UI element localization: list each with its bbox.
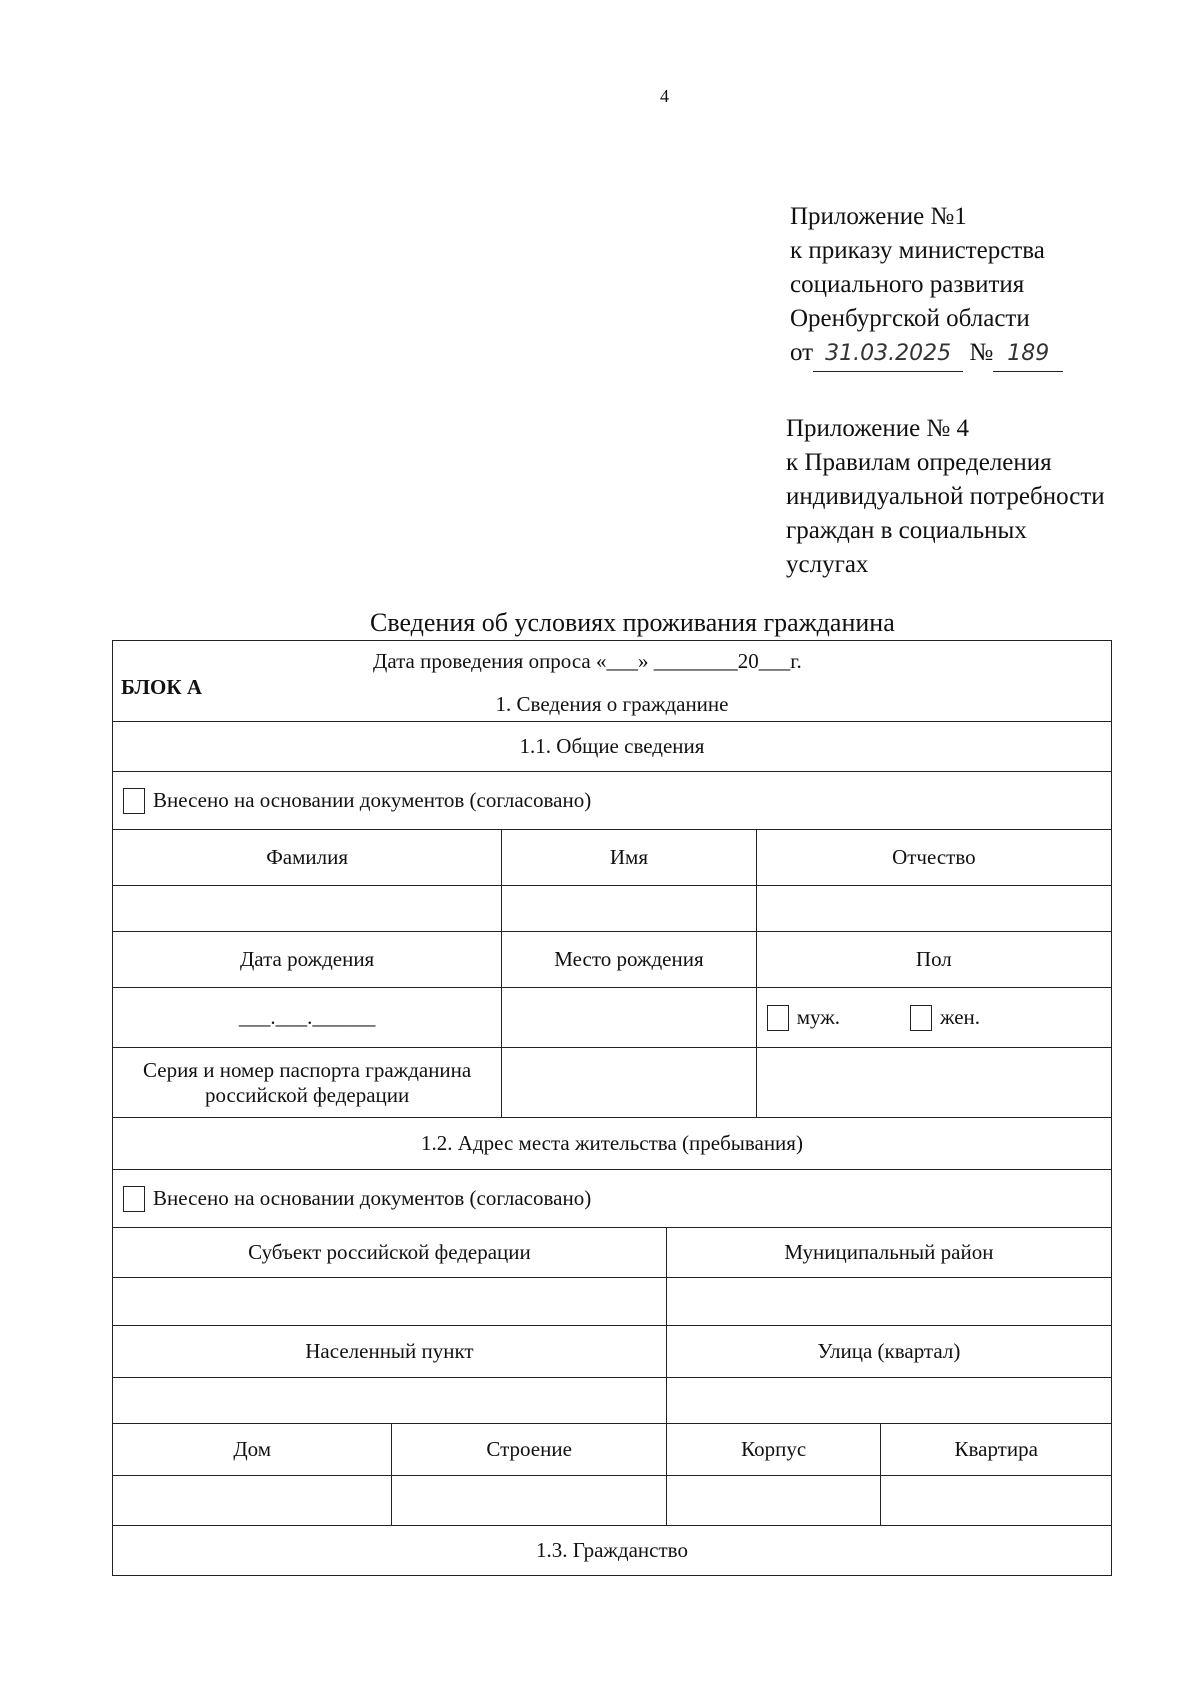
passport-row: [112, 1048, 1112, 1118]
section-1-2-title: 1.2. Адрес места жительства (пребывания): [421, 1131, 803, 1155]
name-input-row: [112, 886, 1112, 932]
block-field[interactable]: [667, 1476, 882, 1525]
birth-date-field[interactable]: ___.___.______: [113, 988, 502, 1047]
docs-checkbox-label-2: Внесено на основании документов (согласовано): [153, 1186, 592, 1210]
order-date-number: [790, 336, 1063, 372]
handwritten-order-date: 31.03.2025: [813, 337, 963, 372]
apartment-header: Квартира: [954, 1437, 1038, 1461]
house-input-row: [112, 1476, 1112, 1526]
passport-series-field[interactable]: [502, 1048, 756, 1117]
surname-header: Фамилия: [113, 830, 502, 885]
handwritten-order-number: 189: [993, 337, 1063, 372]
house-field[interactable]: [113, 1476, 392, 1525]
appendix-1-line: Оренбургской области: [790, 305, 1030, 332]
male-label: муж.: [796, 1005, 840, 1029]
docs-checkbox-2[interactable]: [123, 1186, 145, 1212]
birth-input-row: [112, 988, 1112, 1048]
apartment-field[interactable]: [881, 1476, 1111, 1525]
docs-checkbox-row-2: [112, 1170, 1112, 1228]
section-1-3-title: 1.3. Гражданство: [536, 1538, 688, 1562]
female-label: жен.: [939, 1005, 981, 1029]
passport-number-field[interactable]: [757, 1048, 1111, 1117]
living-conditions-form: [112, 640, 1112, 1576]
name-header-row: [112, 830, 1112, 886]
locality-input-row: [112, 1378, 1112, 1424]
block-a-header: [112, 640, 1112, 722]
section-1-3-row: [112, 1526, 1112, 1576]
patronymic-header: Отчество: [892, 845, 976, 869]
birth-place-header: Место рождения: [502, 932, 756, 987]
building-field[interactable]: [392, 1476, 666, 1525]
patronymic-field[interactable]: [757, 886, 1111, 931]
appendix-1-line: социального развития: [790, 271, 1025, 298]
locality-header-row: [112, 1326, 1112, 1378]
house-header: Дом: [113, 1424, 392, 1475]
district-header: Муниципальный район: [784, 1240, 994, 1264]
birth-place-field[interactable]: [502, 988, 756, 1047]
docs-checkbox[interactable]: [123, 788, 145, 814]
block-header: Корпус: [667, 1424, 882, 1475]
sex-header: Пол: [915, 947, 952, 971]
block-label: БЛОК А: [121, 675, 202, 699]
from-label: от: [790, 339, 814, 366]
appendix-1-header: [790, 200, 1063, 372]
female-checkbox[interactable]: [910, 1005, 932, 1031]
section-1-1-title: 1.1. Общие сведения: [519, 734, 705, 758]
number-label: №: [969, 339, 994, 366]
passport-label: Серия и номер паспорта гражданина российской федерации: [113, 1048, 502, 1117]
appendix-1-line: Приложение №1: [790, 203, 967, 230]
page-number: 4: [660, 86, 669, 106]
building-header: Строение: [392, 1424, 666, 1475]
subject-header: Субъект российской федерации: [113, 1228, 667, 1277]
male-checkbox[interactable]: [767, 1005, 789, 1031]
locality-field[interactable]: [113, 1378, 667, 1423]
section-1-title: 1. Сведения о гражданине: [495, 692, 729, 716]
house-header-row: [112, 1424, 1112, 1476]
subject-header-row: [112, 1228, 1112, 1278]
docs-checkbox-label: Внесено на основании документов (согласовано): [153, 788, 592, 812]
appendix-4-line: индивидуальной потребности: [786, 483, 1105, 510]
birth-date-header: Дата рождения: [113, 932, 502, 987]
birth-header-row: [112, 932, 1112, 988]
appendix-4-line: граждан в социальных: [786, 517, 1027, 544]
survey-date: Дата проведения опроса «___» ________20___г.: [373, 649, 802, 673]
street-header: Улица (квартал): [817, 1339, 961, 1363]
appendix-4-line: услугах: [786, 551, 869, 578]
name-header: Имя: [502, 830, 756, 885]
section-1-2-row: [112, 1118, 1112, 1170]
appendix-1-line: к приказу министерства: [790, 237, 1045, 264]
subject-field[interactable]: [113, 1278, 667, 1325]
district-field[interactable]: [667, 1278, 1111, 1325]
section-1-1-row: [112, 722, 1112, 772]
appendix-4-line: Приложение № 4: [786, 415, 970, 442]
surname-field[interactable]: [113, 886, 502, 931]
name-field[interactable]: [502, 886, 756, 931]
sex-field: [757, 988, 1111, 1047]
docs-checkbox-row: [112, 772, 1112, 830]
form-title: Сведения об условиях проживания гражданина: [370, 608, 895, 637]
appendix-4-line: к Правилам определения: [786, 449, 1052, 476]
appendix-4-header: [786, 412, 1105, 582]
locality-header: Населенный пункт: [113, 1326, 667, 1377]
subject-input-row: [112, 1278, 1112, 1326]
street-field[interactable]: [667, 1378, 1111, 1423]
